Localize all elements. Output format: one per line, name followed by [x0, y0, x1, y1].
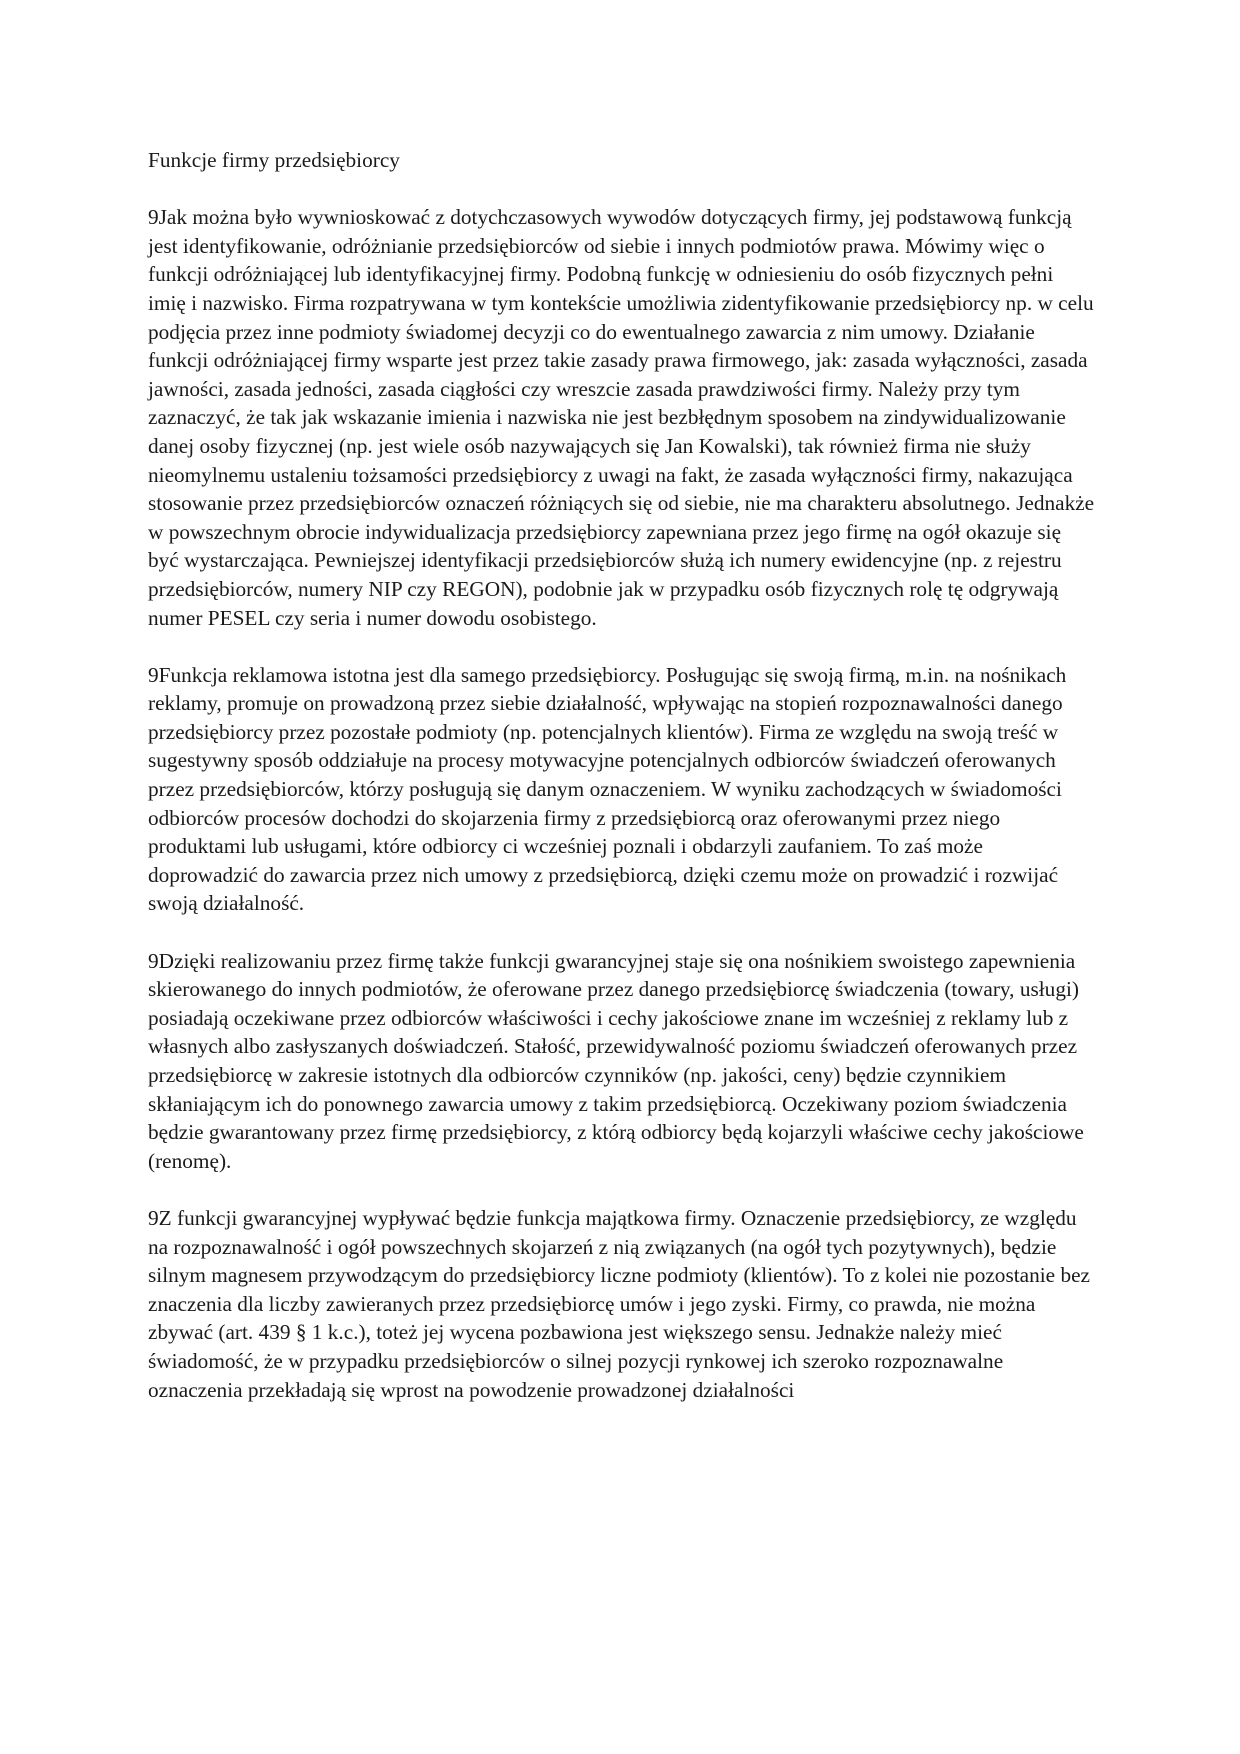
paragraph-property-function: 9Z funkcji gwarancyjnej wypływać będzie funkcja majątkowa firmy. Oznaczenie przedsiębiorcy, ze względu na rozpoznawalność i ogół powszechnych skojarzeń z nią związanych (na ogół tych pozytywnych), będzie silnym magnesem przywodzącym do przedsiębiorcy liczne podmioty (klientów). To z kolei nie pozostanie bez znaczenia dla liczby zawieranych przez przedsiębiorcę umów i jego zyski. Firmy, co prawda, nie można zbywać (art. 439 § 1 k.c.), toteż jej wycena pozbawiona jest większego sensu. Jednakże należy mieć świadomość, że w przypadku przedsiębiorców o silnej pozycji rynkowej ich szeroko rozpoznawalne oznaczenia przekładają się wprost na powodzenie prowadzonej działalności [148, 1205, 1091, 1402]
paragraph-advertising-function: 9Funkcja reklamowa istotna jest dla samego przedsiębiorcy. Posługując się swoją firmą, m.in. na nośnikach reklamy, promuje on prowadzoną przez siebie działalność, wpływając na stopień rozpoznawalności danego przedsiębiorcy przez pozostałe podmioty (np. potencjalnych klientów). Firma ze względu na swoją treść w sugestywny sposób oddziałuje na procesy motywacyjne potencjalnych odbiorców świadczeń oferowanych przez przedsiębiorców, którzy posługują się danym oznaczeniem. W wyniku zachodzących w świadomości odbiorców procesów dochodzi do skojarzenia firmy z przedsiębiorcą oraz oferowanymi przez niego produktami lub usługami, które odbiorcy ci wcześniej poznali i obdarzyli zaufaniem. To zaś może doprowadzić do zawarcia przez nich umowy z przedsiębiorcą, dzięki czemu może on prowadzić i rozwijać swoją działalność. [148, 662, 1067, 916]
paragraph-guarantee-function: 9Dzięki realizowaniu przez firmę także funkcji gwarancyjnej staje się ona nośnikiem swoistego zapewnienia skierowanego do innych podmiotów, że oferowane przez danego przedsiębiorcę świadczenia (towary, usługi) posiadają oczekiwane przez odbiorców właściwości i cechy jakościowe znane im wcześniej z reklamy lub z własnych albo zasłyszanych doświadczeń. Stałość, przewidywalność poziomu świadczeń oferowanych przez przedsiębiorcę w zakresie istotnych dla odbiorców czynników (np. jakości, ceny) będzie czynnikiem skłaniającym ich do ponownego zawarcia umowy z takim przedsiębiorcą. Oczekiwany poziom świadczenia będzie gwarantowany przez firmę przedsiębiorcy, z którą odbiorcy będą kojarzyli właściwe cechy jakościowe (renomę). [148, 948, 1084, 1173]
paragraph-identifying-function: 9Jak można było wywnioskować z dotychczasowych wywodów dotyczących firmy, jej podstawową funkcją jest identyfikowanie, odróżnianie przedsiębiorców od siebie i innych podmiotów prawa. Mówimy więc o funkcji odróżniającej lub identyfikacyjnej firmy. Podobną funkcję w odniesieniu do osób fizycznych pełni imię i nazwisko. Firma rozpatrywana w tym kontekście umożliwia zidentyfikowanie przedsiębiorcy np. w celu podjęcia przez inne podmioty świadomej decyzji co do ewentualnego zawarcia z nim umowy. Działanie funkcji odróżniającej firmy wsparte jest przez takie zasady prawa firmowego, jak: zasada wyłączności, zasada jawności, zasada jedności, zasada ciągłości czy wreszcie zasada prawdziwości firmy. Należy przy tym zaznaczyć, że tak jak wskazanie imienia i nazwiska nie jest bezbłędnym sposobem na zindywidualizowanie danej osoby fizycznej (np. jest wiele osób nazywających się Jan Kowalski), tak również firma nie służy nieomylnemu ustaleniu tożsamości przedsiębiorcy z uwagi na fakt, że zasada wyłączności firmy, nakazująca stosowanie przez przedsiębiorców oznaczeń różniących się od siebie, nie ma charakteru absolutnego. Jednakże w powszechnym obrocie indywidualizacja przedsiębiorcy zapewniana przez jego firmę na ogół okazuje się być wystarczająca. Pewniejszej identyfikacji przedsiębiorców służą ich numery ewidencyjne (np. z rejestru przedsiębiorców, numery NIP czy REGON), podobnie jak w przypadku osób fizycznych rolę tę odgrywają numer PESEL czy seria i numer dowodu osobistego. [148, 205, 1095, 630]
document-title: Funkcje firmy przedsiębiorcy [148, 148, 400, 172]
document-page [148, 146, 1096, 1433]
